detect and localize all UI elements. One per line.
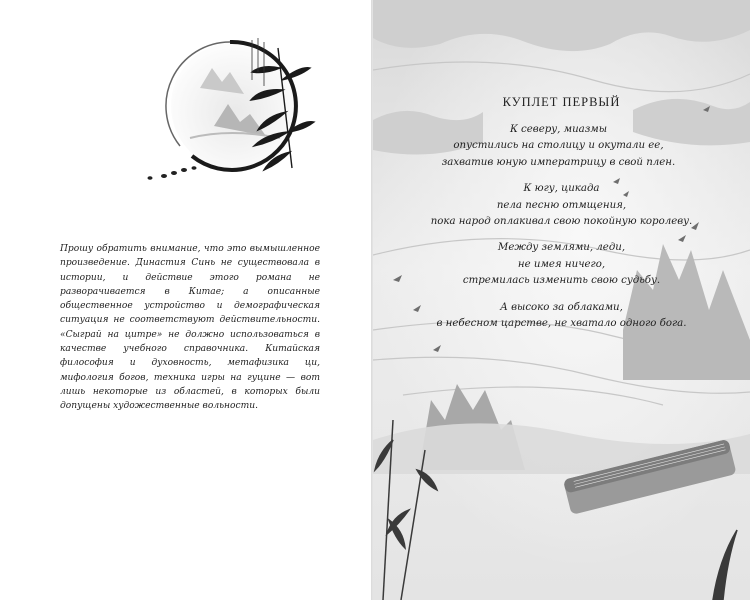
poem-line: в небесном царстве, не хватало одного бога. bbox=[436, 318, 687, 330]
poem bbox=[373, 95, 750, 342]
right-page bbox=[373, 0, 750, 600]
poem-line: не имея ничего, bbox=[517, 258, 606, 270]
stanza-2 bbox=[373, 181, 750, 230]
poem-line: пела песню отмщения, bbox=[496, 199, 627, 211]
poem-line: захватив юную императрицу в свой плен. bbox=[441, 156, 676, 168]
moon-bamboo-illustration bbox=[130, 28, 320, 188]
poem-line: К северу, миазмы bbox=[509, 124, 608, 135]
poem-line: пока народ оплакивал свою покойную королеву. bbox=[430, 216, 693, 228]
left-page bbox=[0, 0, 373, 600]
poem-line: Между землями, леди, bbox=[497, 242, 626, 254]
poem-line: стремилась изменить свою судьбу. bbox=[462, 275, 661, 287]
stanza-4 bbox=[373, 300, 750, 333]
stanza-1 bbox=[373, 122, 750, 171]
poem-line: опустились на столицу и окутали ее, bbox=[453, 140, 664, 152]
poem-line: А высоко за облаками, bbox=[500, 301, 623, 313]
disclaimer-text: Прошу обратить внимание, что это вымышленное произведение. Династия Синь не существовала в истории, и действие этого романа не разворачивается в Китае; а описанные общественное устройство и демографическая ситуация не соответствуют действительности. «Сыграй на цитре» не должно использоваться в качестве учебного справочника. Китайская философия и духовность, метафизика ци, мифология богов, техника игры на гуцине — вот лишь некоторые из областей, в которых были допущены художественные вольности. bbox=[60, 244, 320, 412]
stanza-3 bbox=[373, 240, 750, 289]
poem-line: К югу, цикада bbox=[523, 183, 600, 195]
poem-title: КУПЛЕТ ПЕРВЫЙ bbox=[502, 95, 621, 109]
